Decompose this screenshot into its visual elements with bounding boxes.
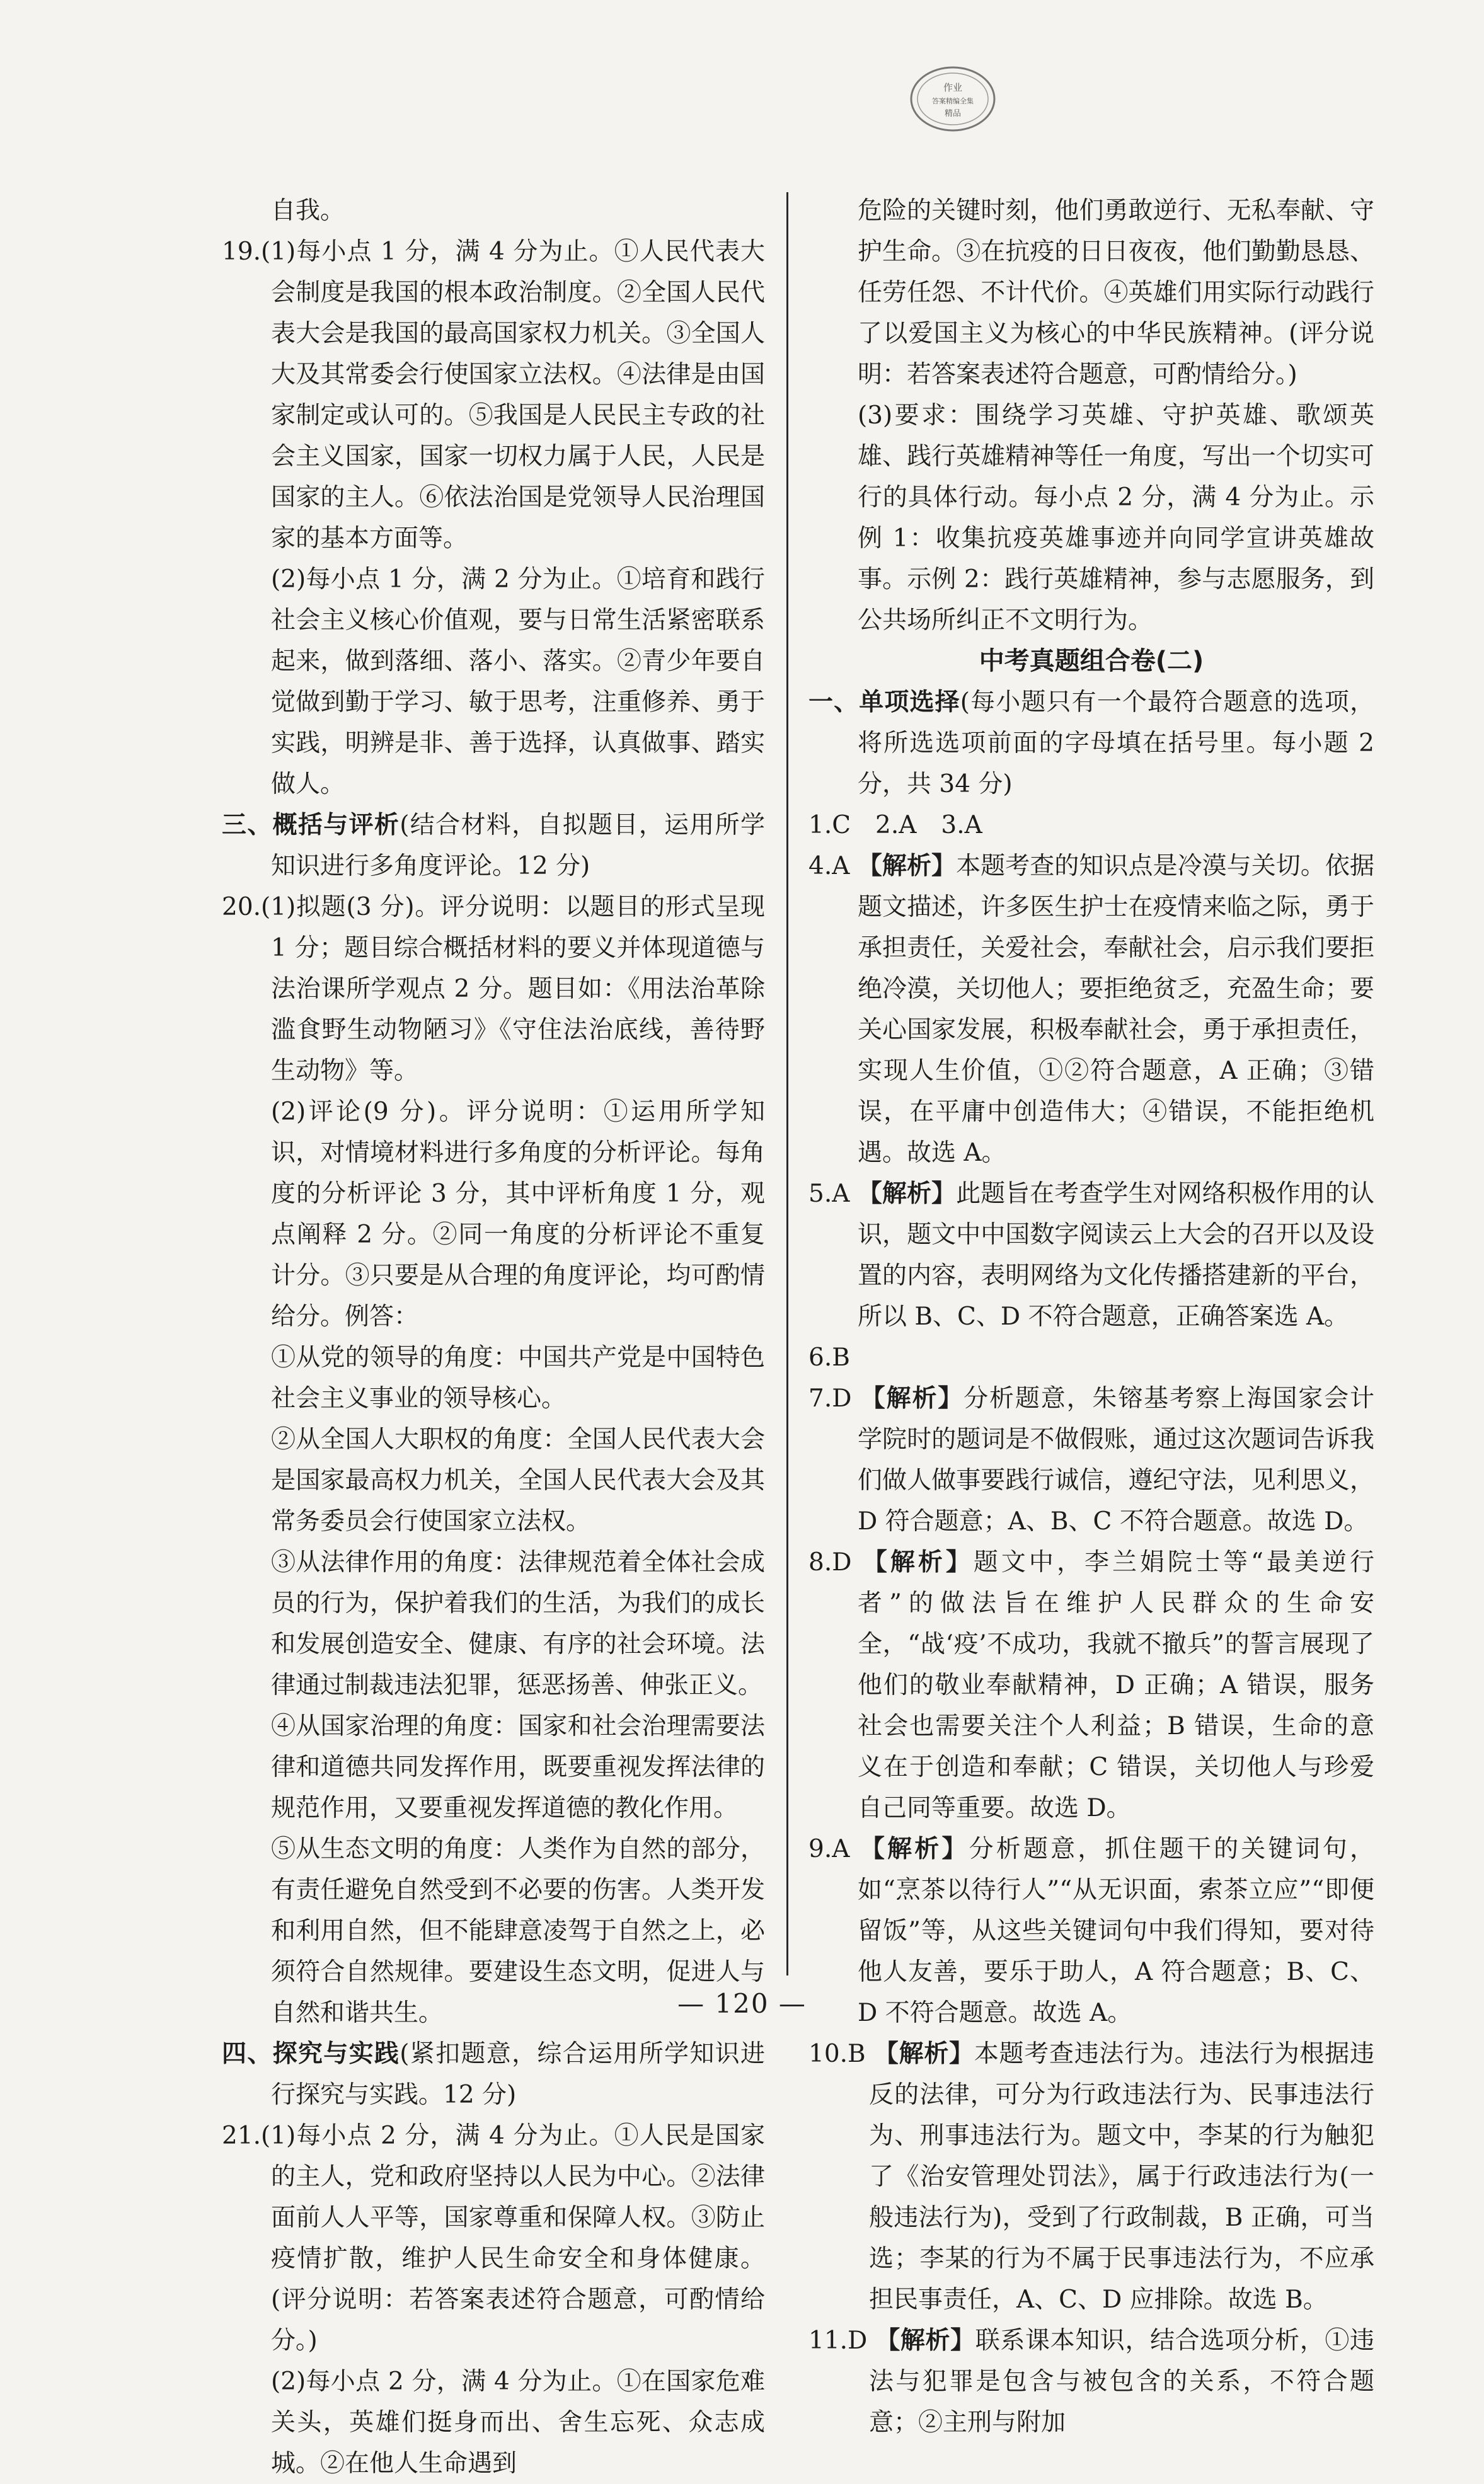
section-heading: 三、概括与评析 <box>222 811 400 839</box>
left-paragraph <box>222 2033 765 2115</box>
paragraph-text: 此题旨在考查学生对网络积极作用的认识，题文中中国数字阅读云上大会的召开以及设置的内容，表明网络为文化传播搭建新的平台，所以 B、C、D 不符合题意，正确答案选 A。 <box>858 1180 1374 1331</box>
page-number: — 120 — <box>677 1988 807 2019</box>
paragraph-text: (结合材料，自拟题目，运用所学知识进行多角度评论。12 分) <box>271 811 765 880</box>
answer-key: 7.D <box>808 1384 861 1413</box>
right-paragraph <box>808 805 1374 846</box>
left-paragraph <box>222 1706 765 1829</box>
left-paragraph <box>222 559 765 805</box>
answer-key: 11.D <box>808 2326 876 2355</box>
paragraph-text: (紧扣题意，综合运用所学知识进行探究与实践。12 分) <box>271 2040 765 2109</box>
left-paragraph <box>222 1542 765 1706</box>
left-paragraph <box>222 805 765 887</box>
right-paragraph <box>808 1378 1374 1542</box>
paragraph-text: 联系课本知识，结合选项分析，①违法与犯罪是包含与被包含的关系，不符合题意；②主刑与附加 <box>869 2326 1374 2437</box>
paragraph-text: 中考真题组合卷(二) <box>979 647 1204 676</box>
paragraph-text: 本题考查违法行为。违法行为根据违反的法律，可分为行政违法行为、民事违法行为、刑事违法行为。题文中，李某的行为触犯了《治安管理处罚法》，属于行政违法行为(一般违法行为)，受到了行政制裁，B 正确，可当选；李某的行为不属于民事违法行为，不应承担民事责任，A、C、D 应排除。故选 B。 <box>869 2040 1374 2314</box>
answer-key: 9.A <box>808 1835 860 1863</box>
paragraph-text: 本题考查的知识点是冷漠与关切。依据题文描述，许多医生护士在疫情来临之际，勇于承担责任，关爱社会，奉献社会，启示我们要拒绝冷漠，关切他人；要拒绝贫乏，充盈生命；要关心国家发展，积极奉献社会，勇于承担责任，实现人生价值，①②符合题意，A 正确；③错误，在平庸中创造伟大；④错误，不能拒绝机遇。故选 A。 <box>858 852 1374 1167</box>
right-paragraph <box>808 846 1374 1173</box>
section-heading: 四、探究与实践 <box>222 2040 400 2068</box>
paragraph-text: ③从法律作用的角度：法律规范着全体社会成员的行为，保护着我们的生活，为我们的成长和发展创造安全、健康、有序的社会环境。法律通过制裁违法犯罪，惩恶扬善、伸张正义。 <box>271 1548 765 1699</box>
answer-key: 5.A <box>808 1180 858 1208</box>
answer-key: 10.B <box>808 2040 874 2068</box>
section-heading: 一、单项选择 <box>808 688 960 716</box>
analysis-label: 【解析】 <box>860 1835 969 1863</box>
paragraph-text: 危险的关键时刻，他们勇敢逆行、无私奉献、守护生命。③在抗疫的日日夜夜，他们勤勤恳恳、任劳任怨、不计代价。④英雄们用实际行动践行了以爱国主义为核心的中华民族精神。(评分说明：若答案表述符合题意，可酌情给分。) <box>858 197 1374 389</box>
paragraph-text: ④从国家治理的角度：国家和社会治理需要法律和道德共同发挥作用，既要重视发挥法律的规范作用，又要重视发挥道德的教化作用。 <box>271 1712 765 1822</box>
stamp-line-3: 精品 <box>944 109 962 118</box>
answer-key: 8.D <box>808 1548 863 1577</box>
analysis-label: 【解析】 <box>875 2326 975 2355</box>
analysis-label: 【解析】 <box>860 1384 964 1413</box>
analysis-label: 【解析】 <box>857 1180 957 1208</box>
paragraph-text: (每小题只有一个最符合题意的选项，将所选选项前面的字母填在括号里。每小题 2 分，共 34 分) <box>858 688 1374 798</box>
paragraph-text: (2)每小点 1 分，满 2 分为止。①培育和践行社会主义核心价值观，要与日常生活紧密联系起来，做到落细、落小、落实。②青少年要自觉做到勤于学习、敏于思考，注重修养、勇于实践，明辨是非、善于选择，认真做事、踏实做人。 <box>271 565 765 798</box>
answer-key: 4.A <box>808 852 858 880</box>
book-stamp <box>907 63 999 135</box>
paragraph-text: 自我。 <box>271 197 345 225</box>
right-paragraph <box>808 1542 1374 1829</box>
left-paragraph <box>222 190 765 231</box>
right-paragraph <box>808 190 1374 395</box>
paragraph-text: 分析题意，抓住题干的关键词句，如“烹茶以待行人”“从无识面，索茶立应”“即便留饭”等，从这些关键词句中我们得知，要对待他人友善，要乐于助人，A 符合题意；B、C、D 不符合题意。故选 A。 <box>858 1835 1374 2027</box>
paragraph-text: ②从全国人大职权的角度：全国人民代表大会是国家最高权力机关，全国人民代表大会及其常务委员会行使国家立法权。 <box>271 1425 765 1536</box>
left-paragraph <box>222 231 765 559</box>
paragraph-text: 19.(1)每小点 1 分，满 4 分为止。①人民代表大会制度是我国的根本政治制度。②全国人民代表大会是我国的最高国家权力机关。③全国人大及其常委会行使国家立法权。④法律是由国家制定或认可的。⑤我国是人民民主专政的社会主义国家，国家一切权力属于人民，人民是国家的主人。⑥依法治国是党领导人民治理国家的基本方面等。 <box>222 238 765 553</box>
column-divider <box>786 192 788 1975</box>
paragraph-text: 分析题意，朱镕基考察上海国家会计学院时的题词是不做假账，通过这次题词告诉我们做人做事要践行诚信，遵纪守法，见利思义，D 符合题意；A、B、C 不符合题意。故选 D。 <box>858 1384 1374 1536</box>
paragraph-text: 1.C 2.A 3.A <box>808 811 982 839</box>
left-paragraph <box>222 2361 765 2484</box>
paragraph-text: ①从党的领导的角度：中国共产党是中国特色社会主义事业的领导核心。 <box>271 1343 765 1413</box>
paragraph-text: ⑤从生态文明的角度：人类作为自然的部分，有责任避免自然受到不必要的伤害。人类开发和利用自然，但不能肆意凌驾于自然之上，必须符合自然规律。要建设生态文明，促进人与自然和谐共生。 <box>271 1835 765 2027</box>
left-paragraph <box>222 887 765 1091</box>
right-paragraph <box>808 395 1374 641</box>
left-paragraph <box>222 2115 765 2361</box>
paragraph-text: 题文中，李兰娟院士等“最美逆行者”的做法旨在维护人民群众的生命安全，“战‘疫’不成功，我就不撤兵”的誓言展现了他们的敬业奉献精神，D 正确；A 错误，服务社会也需要关注个人利益；B 错误，生命的意义在于创造和奉献；C 错误，关切他人与珍爱自己同等重要。故选 D。 <box>858 1548 1374 1822</box>
right-paragraph <box>808 2320 1374 2443</box>
right-paragraph <box>808 1337 1374 1378</box>
analysis-label: 【解析】 <box>857 852 957 880</box>
paragraph-text: (2)每小点 2 分，满 4 分为止。①在国家危难关头，英雄们挺身而出、舍生忘死、众志成城。②在他人生命遇到 <box>271 2367 765 2478</box>
paragraph-text: (2)评论(9 分)。评分说明：①运用所学知识，对情境材料进行多角度的分析评论。每角度的分析评论 3 分，其中评析角度 1 分，观点阐释 2 分。②同一角度的分析评论不重复计分。③只要是从合理的角度评论，均可酌情给分。例答： <box>271 1098 765 1331</box>
right-paragraph <box>808 641 1374 682</box>
analysis-label: 【解析】 <box>873 2040 974 2068</box>
paragraph-text: 21.(1)每小点 2 分，满 4 分为止。①人民是国家的主人，党和政府坚持以人民为中心。②法律面前人人平等，国家尊重和保障人权。③防止疫情扩散，维护人民生命安全和身体健康。(评分说明：若答案表述符合题意，可酌情给分。) <box>222 2122 765 2355</box>
right-paragraph <box>808 1173 1374 1337</box>
paragraph-text: 20.(1)拟题(3 分)。评分说明：以题目的形式呈现 1 分；题目综合概括材料的要义并体现道德与法治课所学观点 2 分。题目如：《用法治革除滥食野生动物陋习》《守住法治底线，善待野生动物》等。 <box>222 893 765 1085</box>
paragraph-text: (3)要求：围绕学习英雄、守护英雄、歌颂英雄、践行英雄精神等任一角度，写出一个切实可行的具体行动。每小点 2 分，满 4 分为止。示例 1：收集抗疫英雄事迹并向同学宣讲英雄故事。示例 2：践行英雄精神，参与志愿服务，到公共场所纠正不文明行为。 <box>858 401 1374 635</box>
right-column <box>808 190 1374 2437</box>
paragraph-text: 6.B <box>808 1343 850 1372</box>
analysis-label: 【解析】 <box>862 1548 974 1577</box>
stamp-line-1: 作业 <box>943 82 963 93</box>
left-paragraph <box>222 1091 765 1337</box>
right-paragraph <box>808 2033 1374 2320</box>
right-paragraph <box>808 682 1374 805</box>
left-paragraph <box>222 1337 765 1419</box>
left-paragraph <box>222 1419 765 1542</box>
stamp-line-2: 答案精编全集 <box>932 97 974 105</box>
